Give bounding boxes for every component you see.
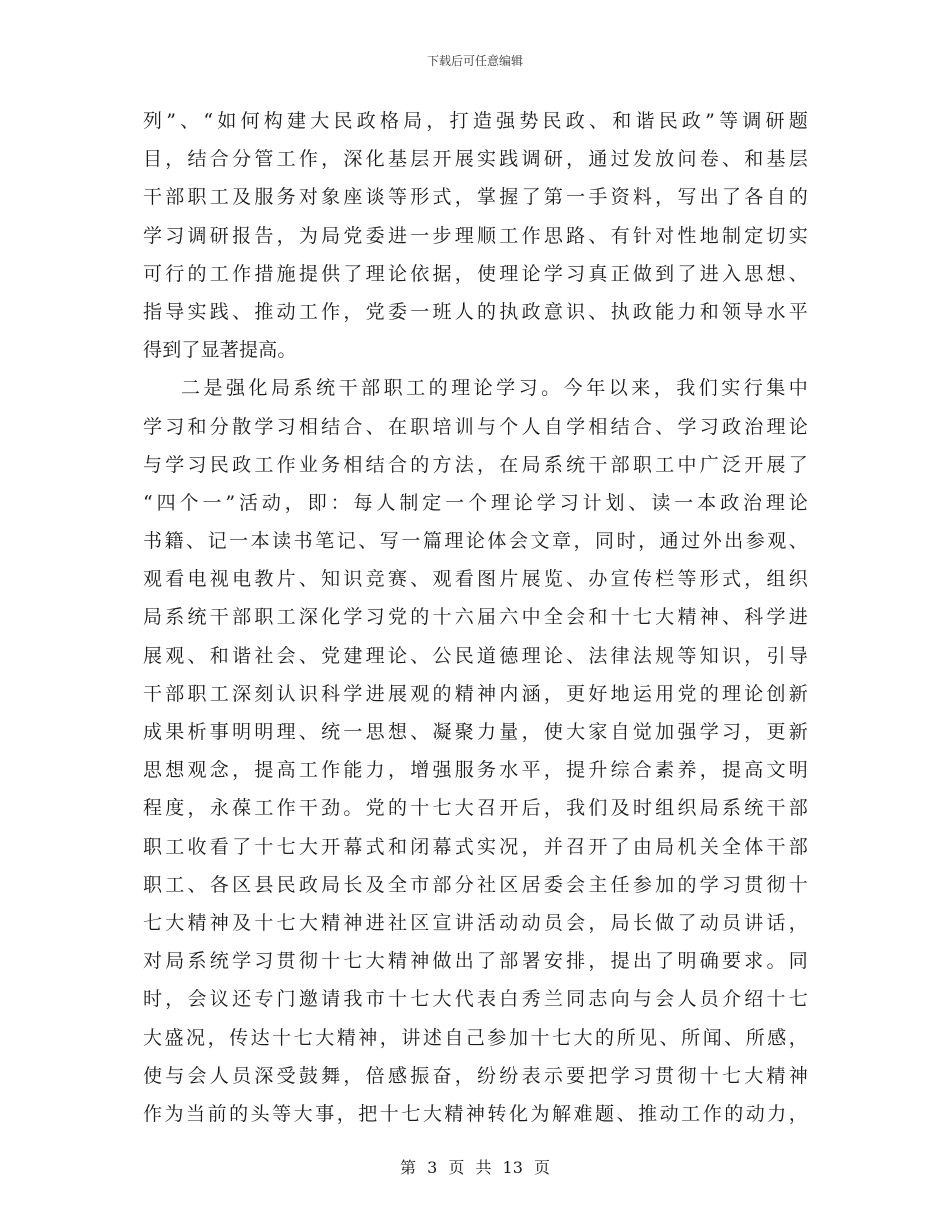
text-line: 观看电视电教片、知识竞赛、观看图片展览、办宣传栏等形式，组织 (143, 568, 808, 591)
text-line: 指导实践、推动工作，党委一班人的执政意识、执政能力和领导水平 (143, 300, 808, 323)
text-line: 学习调研报告，为局党委进一步理顺工作思路、有针对性地制定切实 (143, 224, 808, 247)
text-line: 职工、各区县民政局长及全市部分社区居委会主任参加的学习贯彻十 (143, 873, 808, 896)
text-line: 与学习民政工作业务相结合的方法，在局系统干部职工中广泛开展了 (143, 453, 808, 476)
text-line: 学习和分散学习相结合、在职培训与个人自学相结合、学习政治理论 (143, 415, 808, 438)
text-line: 七大精神及十七大精神进社区宣讲活动动员会，局长做了动员讲话， (143, 911, 808, 934)
text-line: 作为当前的头等大事，把十七大精神转化为解难题、推动工作的动力， (143, 1102, 808, 1125)
text-line: 局系统干部职工深化学习党的十六届六中全会和十七大精神、科学进 (143, 606, 808, 629)
text-line: 职工收看了十七大开幕式和闭幕式实况，并召开了由局机关全体干部 (143, 835, 808, 858)
text-line: 时，会议还专门邀请我市十七大代表白秀兰同志向与会人员介绍十七 (143, 988, 808, 1011)
text-line: 得到了显著提高。 (143, 339, 297, 362)
page-number-footer: 第 3 页 共 13 页 (400, 1158, 550, 1177)
text-line: 大盛况，传达十七大精神，讲述自己参加十七大的所见、所闻、所感， (143, 1026, 808, 1049)
text-line: “四个一”活动，即：每人制定一个理论学习计划、读一本政治理论 (143, 491, 808, 514)
text-line: 干部职工深刻认识科学进展观的精神内涵，更好地运用党的理论创新 (143, 682, 808, 705)
text-line: 目，结合分管工作，深化基层开展实践调研，通过发放问卷、和基层 (143, 148, 808, 171)
text-line: 干部职工及服务对象座谈等形式，掌握了第一手资料，写出了各自的 (143, 186, 808, 209)
document-body (143, 102, 808, 1133)
text-line: 书籍、记一本读书笔记、写一篇理论体会文章，同时，通过外出参观、 (143, 530, 808, 553)
text-line: 程度，永葆工作干劲。党的十七大召开后，我们及时组织局系统干部 (143, 797, 808, 820)
text-line: 列”、“如何构建大民政格局，打造强势民政、和谐民政”等调研题 (143, 110, 808, 132)
page-header: 下载后可任意编辑 (426, 54, 523, 68)
text-line: 成果析事明明理、统一思想、凝聚力量，使大家自觉加强学习，更新 (143, 721, 808, 743)
text-line: 展观、和谐社会、党建理论、公民道德理论、法律法规等知识，引导 (143, 644, 808, 667)
text-line: 使与会人员深受鼓舞，倍感振奋，纷纷表示要把学习贯彻十七大精神 (143, 1064, 808, 1087)
text-line: 思想观念，提高工作能力，增强服务水平，提升综合素养，提高文明 (143, 759, 808, 782)
text-line: 对局系统学习贯彻十七大精神做出了部署安排，提出了明确要求。同 (143, 950, 808, 973)
text-line: 可行的工作措施提供了理论依据，使理论学习真正做到了进入思想、 (143, 262, 808, 285)
paragraph-start-line: 二是强化局系统干部职工的理论学习。今年以来，我们实行集中 (181, 377, 808, 400)
